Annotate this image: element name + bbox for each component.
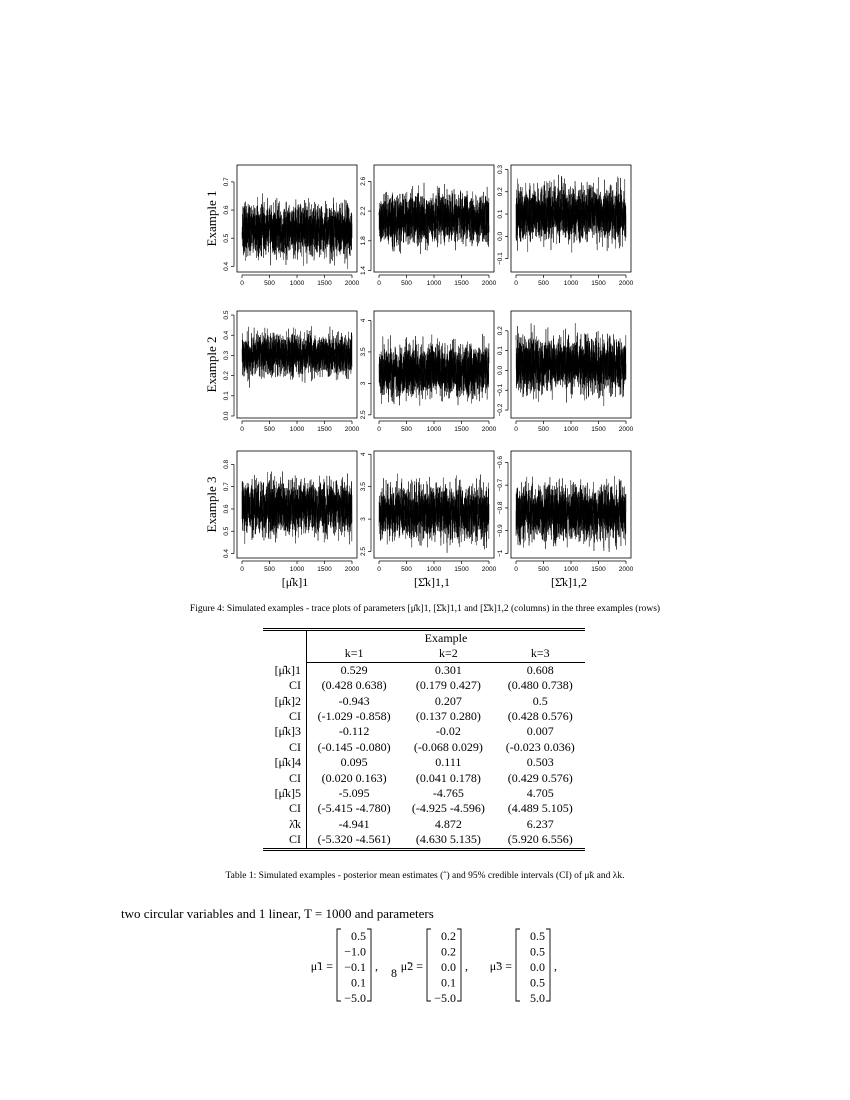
table-cell: -4.941 <box>338 816 370 831</box>
table-cell: 0.529 <box>340 662 368 677</box>
table-row <box>263 694 585 709</box>
table-cell: (0.428 0.576) <box>507 709 573 724</box>
mu2-vector-entry: 0.1 <box>441 975 456 990</box>
trace-plot-r2-c2 <box>360 311 497 433</box>
mu2-vector-right-bracket <box>457 929 461 1001</box>
table-cell: 6.237 <box>526 816 554 831</box>
y-tick-label: 1.8 <box>360 236 367 246</box>
figure-caption: Figure 4: Simulated examples - trace plots of parameters [μ̂k]1, [Σ̂k]1,1 and [Σ̂k]1,2 (columns) in the three examples (rows) <box>189 604 661 614</box>
table-row <box>263 709 585 724</box>
x-tick-label: 2000 <box>618 426 634 433</box>
row-label: CI <box>263 740 307 755</box>
table-cell: -0.02 <box>435 724 461 739</box>
table-cell: 0.207 <box>434 693 462 708</box>
y-tick-label: −0.2 <box>497 403 504 417</box>
trace-plot-r2-c3 <box>497 311 634 433</box>
table-cell: 0.007 <box>526 724 554 739</box>
x-tick-label: 1000 <box>563 566 579 573</box>
y-tick-label: 0.7 <box>223 482 230 492</box>
trace-line <box>379 474 489 553</box>
mu1-vector-right-bracket <box>367 929 371 1001</box>
x-tick-label: 0 <box>377 280 381 287</box>
trace-plot-r3-c1 <box>204 451 360 573</box>
x-tick-label: 500 <box>538 566 549 573</box>
column-label-1: [μ̂k]1 <box>281 575 309 589</box>
table-cell: (0.428 0.638) <box>321 678 387 693</box>
trace-plot-r3-c2 <box>360 451 497 573</box>
y-tick-label: 0.3 <box>497 164 504 174</box>
y-tick-label: 0.0 <box>497 365 504 375</box>
x-tick-label: 1000 <box>426 566 442 573</box>
mu1-vector-entry: −0.1 <box>344 960 366 974</box>
x-tick-label: 500 <box>264 426 275 433</box>
y-tick-label: 0.8 <box>223 459 230 469</box>
mu2-vector-comma: , <box>465 959 468 973</box>
column-label-2: [Σ̂k]1,1 <box>414 575 450 589</box>
x-tick-label: 0 <box>514 426 518 433</box>
y-tick-label: −1 <box>497 549 504 558</box>
y-tick-label: 0.2 <box>497 187 504 197</box>
col-header-k3: k=3 <box>495 646 585 662</box>
table-cell: -4.765 <box>432 786 464 801</box>
x-tick-label: 1500 <box>317 280 332 287</box>
mu3-vector-entry: 0.5 <box>530 929 545 943</box>
x-tick-label: 500 <box>401 566 412 573</box>
table-group-header: Example <box>307 630 586 647</box>
table-cell: (0.020 0.163) <box>321 770 387 785</box>
table-row <box>263 678 585 693</box>
x-tick-label: 500 <box>401 280 412 287</box>
x-tick-label: 1000 <box>426 426 442 433</box>
x-tick-label: 0 <box>514 566 518 573</box>
x-tick-label: 2000 <box>344 566 360 573</box>
mu2-vector-entry: 0.0 <box>441 960 456 974</box>
trace-plot-r3-c3 <box>497 451 634 573</box>
y-tick-label: 2.5 <box>360 410 367 420</box>
x-tick-label: 1000 <box>563 426 579 433</box>
mu3-vector-comma: , <box>554 959 557 973</box>
row-label: CI <box>263 771 307 786</box>
table-cell: 0.5 <box>532 693 548 708</box>
mu1-vector <box>311 929 378 1005</box>
trace-plot-r1-c3 <box>497 165 634 287</box>
results-table <box>263 628 585 851</box>
table-row <box>263 740 585 755</box>
x-tick-label: 1000 <box>289 566 305 573</box>
y-tick-label: 0.5 <box>223 310 230 320</box>
table-row <box>263 832 585 849</box>
table-group-header-row <box>263 630 585 647</box>
row-label: [μ̂k]2 <box>263 694 307 709</box>
table-row <box>263 817 585 832</box>
y-tick-label: 2.2 <box>360 206 367 216</box>
row-label: CI <box>263 678 307 693</box>
table-cell: (-1.029 -0.858) <box>317 709 391 724</box>
row-label: [μ̂k]4 <box>263 755 307 770</box>
mu3-vector-entry: 0.5 <box>530 975 545 990</box>
x-tick-label: 500 <box>264 566 275 573</box>
mu1-vector-entry: 0.1 <box>351 975 366 990</box>
trace-plot-r2-c1 <box>204 310 360 433</box>
y-tick-label: 0.4 <box>223 330 230 340</box>
table-caption: Table 1: Simulated examples - posterior mean estimates (ˆ) and 95% credible intervals (CI) of μ̃k and λk. <box>225 871 625 881</box>
table-cell: (-0.023 0.036) <box>505 739 575 754</box>
table-cell: 0.301 <box>434 662 462 677</box>
col-header-k2: k=2 <box>401 646 495 662</box>
x-tick-label: 1500 <box>591 566 606 573</box>
trace-plot-r1-c2 <box>360 165 497 287</box>
y-tick-label: 0.1 <box>497 346 504 356</box>
body-paragraph: two circular variables and 1 linear, T = 1000 and parameters <box>121 906 434 921</box>
mu1-vector-entry: 0.5 <box>351 929 366 943</box>
x-tick-label: 500 <box>538 280 549 287</box>
x-tick-label: 2000 <box>618 280 634 287</box>
mu1-vector-entry: −1.0 <box>344 944 366 959</box>
table-cell: (-4.925 -4.596) <box>411 801 485 816</box>
col-header-k1: k=1 <box>307 646 402 662</box>
x-tick-label: 1000 <box>563 280 579 287</box>
mu2-vector <box>401 929 468 1005</box>
x-tick-label: 0 <box>377 426 381 433</box>
mu3-vector <box>490 929 557 1005</box>
mu3-vector-entry: 0.5 <box>530 944 545 959</box>
table-row <box>263 755 585 770</box>
table-cell: (4.630 5.135) <box>401 832 495 849</box>
table-row <box>263 724 585 739</box>
y-tick-label: 0.4 <box>223 261 230 271</box>
y-tick-label: −0.1 <box>497 252 504 266</box>
x-tick-label: 2000 <box>618 566 634 573</box>
row-label: CI <box>263 709 307 724</box>
table-cell: 4.872 <box>434 816 462 831</box>
y-tick-label: −0.1 <box>497 383 504 397</box>
table-cell: (0.429 0.576) <box>507 770 573 785</box>
x-tick-label: 500 <box>264 280 275 287</box>
y-tick-label: 0.2 <box>223 371 230 381</box>
y-tick-label: 0.5 <box>223 526 230 536</box>
mu2-vector-left-bracket <box>427 929 431 1001</box>
x-tick-label: 2000 <box>481 280 497 287</box>
y-tick-label: 0.3 <box>223 350 230 360</box>
x-tick-label: 0 <box>240 566 244 573</box>
y-tick-label: −0.8 <box>497 501 504 515</box>
row-label-example-1: Example 1 <box>204 190 219 247</box>
trace-line <box>379 334 489 406</box>
x-tick-label: 2000 <box>344 426 360 433</box>
table-cell: (-0.145 -0.080) <box>317 739 391 754</box>
x-tick-label: 2000 <box>344 280 360 287</box>
table-cell: 0.111 <box>435 755 462 770</box>
row-label: [μ̂k]3 <box>263 724 307 739</box>
mu1-vector-comma: , <box>375 959 378 973</box>
mu2-vector-label: μ̃2 = <box>400 959 423 973</box>
y-tick-label: 1.4 <box>360 265 367 276</box>
x-tick-label: 1500 <box>454 566 469 573</box>
mu3-vector-left-bracket <box>516 929 520 1001</box>
row-label-example-3: Example 3 <box>204 476 219 533</box>
table-cell: (-5.320 -4.561) <box>307 832 402 849</box>
y-tick-label: 0.2 <box>497 326 504 336</box>
x-tick-label: 1000 <box>289 426 305 433</box>
y-tick-label: 0.7 <box>223 177 230 187</box>
page-number: 8 <box>391 966 397 980</box>
x-tick-label: 1500 <box>317 426 332 433</box>
x-tick-label: 0 <box>514 280 518 287</box>
mu1-vector-label: μ̃1 = <box>310 959 333 973</box>
x-tick-label: 0 <box>377 566 381 573</box>
column-label-3: [Σ̂k]1,2 <box>551 575 587 589</box>
mu3-vector-entry: 5.0 <box>530 991 545 1005</box>
y-tick-label: −0.9 <box>497 524 504 538</box>
y-tick-label: 3 <box>360 517 367 521</box>
y-tick-label: 0.4 <box>223 549 230 559</box>
trace-plot-r1-c1 <box>204 165 360 287</box>
table-row <box>263 662 585 678</box>
y-tick-label: 0.0 <box>223 411 230 421</box>
y-tick-label: 4 <box>360 318 367 323</box>
y-tick-label: 0.1 <box>497 209 504 219</box>
table-cell: (-5.415 -4.780) <box>317 801 391 816</box>
x-tick-label: 0 <box>240 280 244 287</box>
mu3-vector-right-bracket <box>546 929 550 1001</box>
y-tick-label: 0.5 <box>223 233 230 243</box>
row-label: [μ̂k]5 <box>263 786 307 801</box>
y-tick-label: 2.6 <box>360 176 367 186</box>
table-cell: (4.489 5.105) <box>507 801 573 816</box>
table-cell: (0.179 0.427) <box>415 678 481 693</box>
row-label: [μ̂k]1 <box>263 662 307 678</box>
y-tick-label: 3.5 <box>360 482 367 492</box>
trace-line <box>242 471 352 544</box>
y-tick-label: 0.6 <box>223 205 230 215</box>
row-label: CI <box>263 801 307 816</box>
trace-line <box>242 326 352 387</box>
table-column-header-row <box>263 646 585 662</box>
mu2-vector-entry: 0.2 <box>441 929 456 943</box>
table-cell: (5.920 6.556) <box>495 832 585 849</box>
parameter-equation <box>0 926 850 1006</box>
table-row <box>263 771 585 786</box>
table-cell: 0.608 <box>526 662 554 677</box>
x-tick-label: 500 <box>401 426 412 433</box>
table-cell: 0.095 <box>340 755 368 770</box>
trace-line <box>379 183 489 254</box>
mu1-vector-entry: −5.0 <box>344 991 366 1005</box>
x-tick-label: 1500 <box>454 426 469 433</box>
table-cell: -0.112 <box>338 724 370 739</box>
x-tick-label: 2000 <box>481 426 497 433</box>
x-tick-label: 1500 <box>591 280 606 287</box>
table-cell: (0.480 0.738) <box>507 678 573 693</box>
row-label: λ̂k <box>263 817 307 832</box>
table-cell: (0.041 0.178) <box>415 770 481 785</box>
mu2-vector-entry: 0.2 <box>441 944 456 959</box>
x-tick-label: 1500 <box>591 426 606 433</box>
mu1-vector-left-bracket <box>337 929 341 1001</box>
row-label: CI <box>263 832 307 849</box>
x-tick-label: 500 <box>538 426 549 433</box>
table-cell: -0.943 <box>338 693 370 708</box>
y-tick-label: −0.7 <box>497 478 504 492</box>
table-cell: (0.137 0.280) <box>415 709 481 724</box>
trace-line <box>516 323 626 406</box>
row-label-example-2: Example 2 <box>204 336 219 393</box>
x-tick-label: 2000 <box>481 566 497 573</box>
y-tick-label: 0.0 <box>497 231 504 241</box>
y-tick-label: 4 <box>360 452 367 457</box>
x-tick-label: 1000 <box>426 280 442 287</box>
y-tick-label: 0.6 <box>223 504 230 514</box>
x-tick-label: 1500 <box>454 280 469 287</box>
y-tick-label: 3 <box>360 381 367 386</box>
y-tick-label: −0.6 <box>497 455 504 469</box>
table-row <box>263 801 585 816</box>
trace-line <box>516 175 626 253</box>
table-cell: 0.503 <box>526 755 554 770</box>
y-tick-label: 3.5 <box>360 347 367 357</box>
mu2-vector-entry: −5.0 <box>434 991 456 1005</box>
mu3-vector-label: μ̃3 = <box>489 959 512 973</box>
table-row <box>263 786 585 801</box>
x-tick-label: 0 <box>240 426 244 433</box>
y-tick-label: 0.1 <box>223 391 230 401</box>
table-cell: -5.095 <box>338 786 370 801</box>
trace-line <box>242 193 352 268</box>
trace-line <box>516 476 626 552</box>
x-tick-label: 1000 <box>289 280 305 287</box>
table-cell: (-0.068 0.029) <box>413 739 483 754</box>
mu3-vector-entry: 0.0 <box>530 960 545 974</box>
y-tick-label: 2.5 <box>360 546 367 557</box>
table-cell: 4.705 <box>526 786 554 801</box>
x-tick-label: 1500 <box>317 566 332 573</box>
